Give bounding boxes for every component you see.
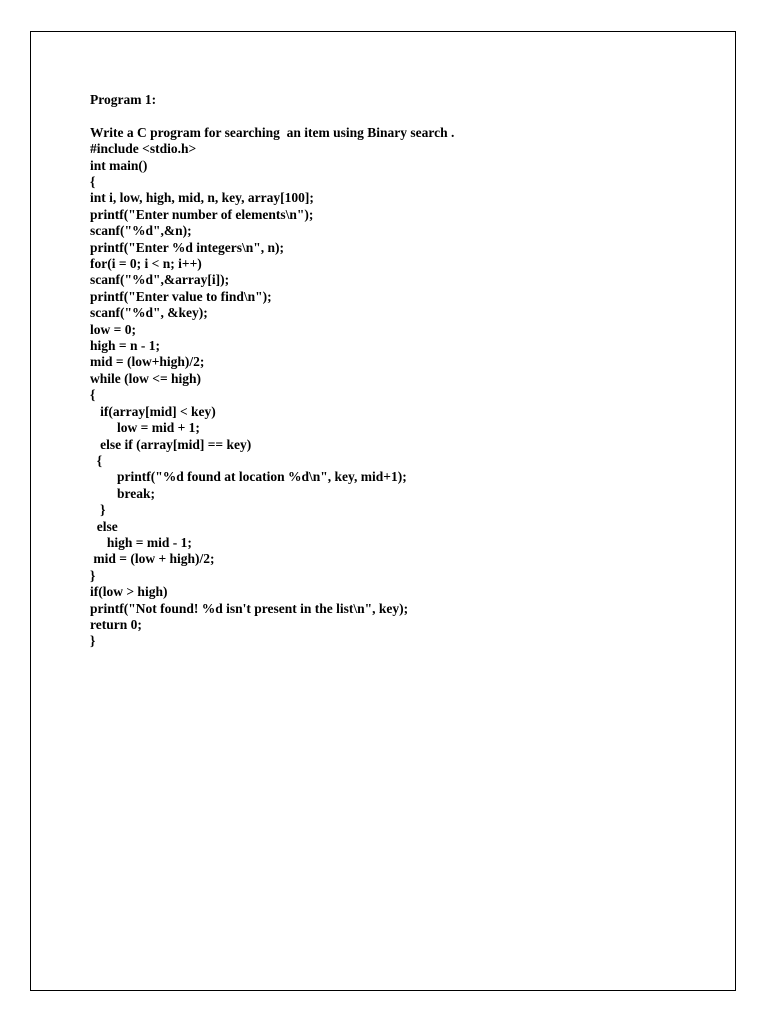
code-line: printf("Enter %d integers\n", n); <box>90 239 284 255</box>
code-line: high = mid - 1; <box>90 534 192 550</box>
code-line: scanf("%d", &key); <box>90 305 208 321</box>
code-line: printf("Not found! %d isn't present in the list\n", key); <box>90 600 409 616</box>
code-line: } <box>90 633 96 649</box>
code-line: { <box>90 174 96 190</box>
code-listing <box>90 141 710 650</box>
code-line: high = n - 1; <box>90 338 160 354</box>
code-line: else <box>90 518 118 534</box>
code-line: #include <stdio.h> <box>90 141 197 157</box>
spacer <box>90 108 710 124</box>
code-line: int i, low, high, mid, n, key, array[100]; <box>90 190 314 206</box>
document-body <box>90 92 710 650</box>
code-line: if(array[mid] < key) <box>90 403 216 419</box>
code-line: int main() <box>90 157 148 173</box>
code-line: break; <box>90 485 156 501</box>
code-line: else if (array[mid] == key) <box>90 436 252 452</box>
code-line: printf("Enter number of elements\n"); <box>90 206 314 222</box>
code-line: scanf("%d",&n); <box>90 223 192 239</box>
code-line: printf("Enter value to find\n"); <box>90 288 272 304</box>
code-line: { <box>90 452 103 468</box>
code-line: scanf("%d",&array[i]); <box>90 272 230 288</box>
code-line: return 0; <box>90 616 142 632</box>
code-line: low = 0; <box>90 321 136 337</box>
code-line: } <box>90 567 96 583</box>
code-line: { <box>90 387 96 403</box>
code-line: for(i = 0; i < n; i++) <box>90 256 202 272</box>
code-line: mid = (low + high)/2; <box>90 551 215 567</box>
program-heading: Program 1: <box>90 92 157 107</box>
code-line: low = mid + 1; <box>90 420 200 436</box>
code-line: } <box>90 502 106 518</box>
question-text: Write a C program for searching an item using Binary search . <box>90 124 455 140</box>
code-line: if(low > high) <box>90 584 168 600</box>
code-line: printf("%d found at location %d\n", key, mid+1); <box>90 469 407 485</box>
code-line: mid = (low+high)/2; <box>90 354 205 370</box>
code-line: while (low <= high) <box>90 370 202 386</box>
